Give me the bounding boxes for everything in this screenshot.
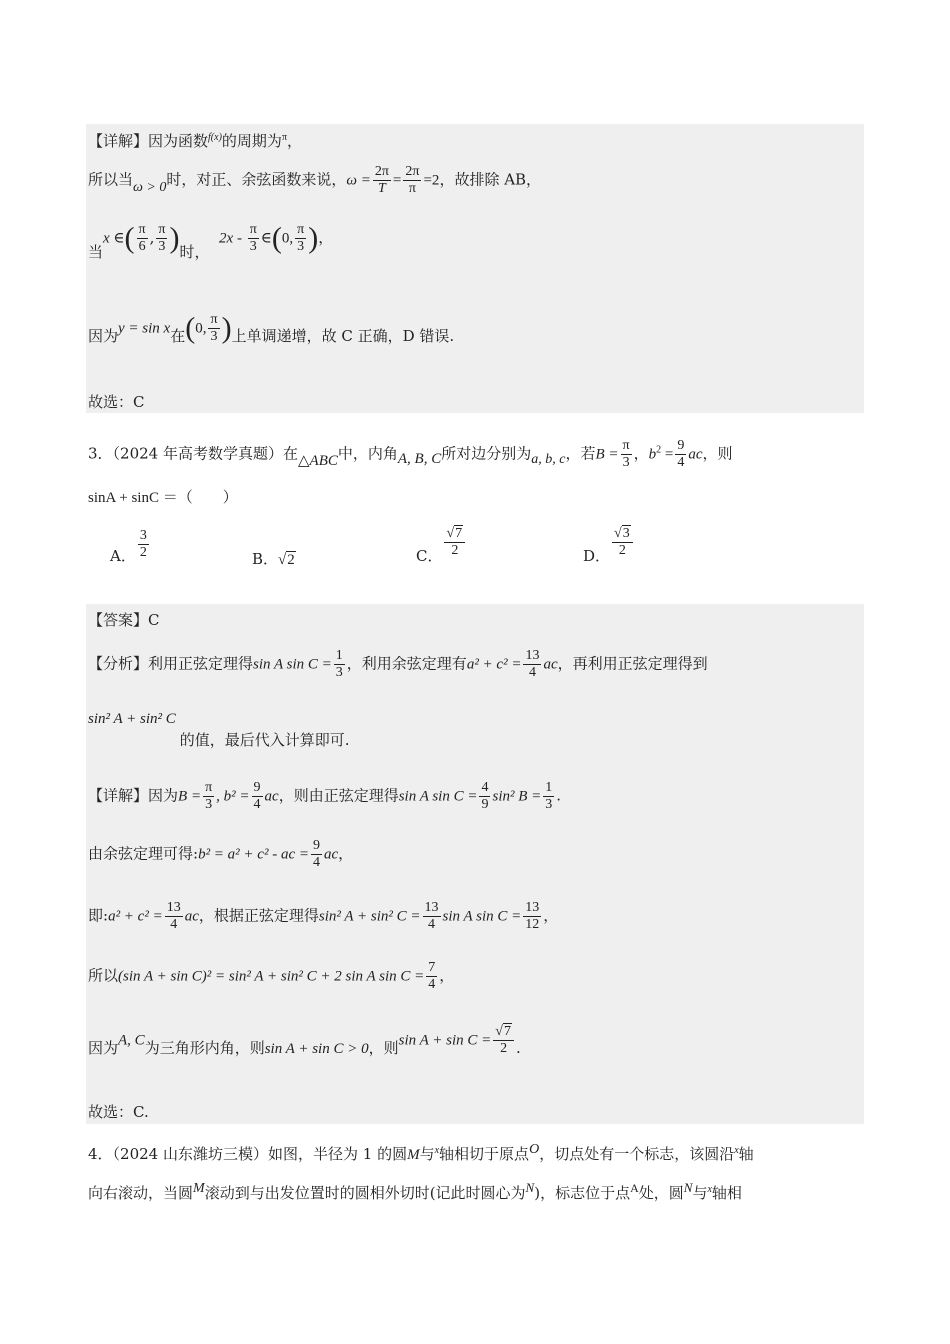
paren: ) <box>169 221 180 255</box>
math-a2c2: a² + c² = <box>108 908 163 925</box>
text: 因为 <box>148 786 179 805</box>
comma: , <box>149 228 155 247</box>
math-expr: 2x - <box>219 230 246 247</box>
math-positive: sin A + sin C > 0 <box>264 1040 369 1057</box>
fraction: $\frac{13}{4}$ <box>424 900 439 932</box>
text: ，则 <box>368 1038 399 1057</box>
math-O: O <box>529 1142 540 1157</box>
text: ，若 <box>565 444 596 463</box>
fraction: $\frac{√3}{2}$ <box>612 526 633 559</box>
text: )，标志位于点 <box>534 1184 631 1202</box>
detail-label: 【详解】 <box>88 786 149 805</box>
math-in: ∈ <box>260 230 272 247</box>
text: 与 <box>692 1184 708 1202</box>
text: ，则 <box>702 444 733 463</box>
text: 所以当 <box>88 170 134 189</box>
text: 轴相 <box>711 1184 742 1202</box>
text: 与 <box>419 1145 435 1163</box>
text: ，根据正弦定理得 <box>198 906 319 925</box>
text: . <box>556 786 562 805</box>
math-sqrt-value: 2 <box>287 552 295 568</box>
text: 轴 <box>738 1145 754 1163</box>
text: 在 <box>170 326 186 345</box>
text: 中，内角 <box>337 444 398 463</box>
text: 的值，最后代入计算即可. <box>179 731 350 749</box>
detail-line-1 <box>88 128 302 151</box>
math-zero: 0, <box>195 320 207 337</box>
option-b[interactable]: B．√2 <box>252 550 295 568</box>
fraction: $\frac{1}{3}$ <box>545 780 553 812</box>
paren: ) <box>308 221 319 255</box>
math-ac: ac <box>543 656 558 673</box>
math-ac: ac <box>264 788 279 805</box>
text: 所对边分别为 <box>441 444 532 463</box>
math-x-in: x ∈ <box>103 230 125 247</box>
analysis-line-2 <box>88 711 350 749</box>
math-sinAsinC: sin A sin C = <box>253 656 332 673</box>
math-angles: A, B, C <box>397 450 442 467</box>
math-ac: ac <box>184 908 199 925</box>
option-label: C． <box>416 546 443 565</box>
math-N: N <box>525 1180 535 1195</box>
fraction: $\frac{9}{4}$ <box>677 438 685 470</box>
text: ， <box>633 444 649 463</box>
text: 滚动到与出发位置时的圆相外切时(记此时圆心为 <box>204 1184 526 1202</box>
math-sides: a, b, c <box>531 451 566 467</box>
math-AC: A, C <box>118 1032 145 1049</box>
detail-3-line-5 <box>88 1024 521 1057</box>
math-omega-eq: ω = <box>346 172 371 189</box>
math-B-eq: B = <box>178 788 202 805</box>
detail-choice: 故选：C <box>88 393 145 411</box>
text: ， <box>439 966 455 985</box>
fraction: $\frac{√7}{2}$ <box>444 526 465 559</box>
fraction: $\frac{\pi}{3}$ <box>622 438 630 470</box>
fraction: $\frac{\pi}{3}$ <box>210 312 218 344</box>
math-b: b <box>648 446 657 463</box>
math-sup: 2 <box>656 444 662 456</box>
detail-line-3 <box>88 221 334 261</box>
text: ， <box>318 228 334 247</box>
math-N: N <box>683 1180 693 1195</box>
text: ， <box>338 844 354 863</box>
text: （2024 山东潍坊三模）如图，半径为 1 的圆 <box>112 1145 408 1163</box>
math-square-sum: (sin A + sin C)² = sin² A + sin² C + 2 sin A sin C = <box>118 968 425 985</box>
math-M: M <box>407 1147 420 1163</box>
fraction: $\frac{13}{4}$ <box>166 900 181 932</box>
text: 即: <box>88 906 109 925</box>
math-result: sin A + sin C = <box>398 1032 492 1049</box>
text: ，则由正弦定理得 <box>278 786 399 805</box>
fraction: $\frac{1}{3}$ <box>335 648 343 680</box>
math-B-eq: B = <box>595 446 619 463</box>
text: 所以 <box>88 966 119 985</box>
analysis-line-1 <box>88 648 708 681</box>
detail-3-line-3 <box>88 900 558 933</box>
fraction: $\frac{13}{4}$ <box>525 648 540 680</box>
math-y-sinx: y = sin x <box>118 320 171 337</box>
text: ， <box>543 906 559 925</box>
question-number: 3． <box>88 444 113 463</box>
text: 利用正弦定理得 <box>148 654 254 673</box>
question-3-line-2: sinA + sinC ＝（ ） <box>88 490 238 506</box>
fraction: $\frac{\pi}{6}$ <box>138 222 146 254</box>
text: ，故排除 AB， <box>439 170 542 189</box>
math-cosine-law: b² = a² + c² - ac = <box>198 846 309 863</box>
fraction: $\frac{7}{4}$ <box>428 960 436 992</box>
text: （2024 年高考数学真题）在 <box>112 444 298 463</box>
paren: ) <box>221 311 232 345</box>
option-a[interactable] <box>110 528 151 565</box>
fraction: $\frac{\pi}{3}$ <box>297 222 305 254</box>
question-3-line-1 <box>88 438 733 471</box>
text: 由余弦定理可得: <box>88 844 199 863</box>
math-b2-eq: , b² = <box>216 788 250 805</box>
math-ac: ac <box>688 446 703 463</box>
fraction: $\frac{13}{12}$ <box>525 900 540 932</box>
math-omega: ω > 0 <box>133 179 167 195</box>
detail-3-line-2 <box>88 838 353 871</box>
text: 的周期为 <box>221 132 282 150</box>
text: ，再利用正弦定理得到 <box>557 654 708 673</box>
paren: ( <box>185 311 196 345</box>
text: 处，圆 <box>638 1184 684 1202</box>
text: 当 <box>88 242 104 261</box>
detail-3-line-1 <box>88 780 561 813</box>
fraction: $\frac{3}{2}$ <box>139 528 147 560</box>
math-sinAsinC: sin A sin C = <box>398 788 478 805</box>
detail-3-line-4 <box>88 960 454 993</box>
math-sinAsinC: sin A sin C = <box>442 908 522 925</box>
question-4-line-2 <box>88 1178 742 1203</box>
math-sin2-sum: sin² A + sin² C = <box>318 908 421 925</box>
math-sin2-sum: sin² A + sin² C <box>88 711 176 727</box>
fraction: $\frac{\pi}{3}$ <box>249 222 257 254</box>
text: 因为 <box>88 1038 119 1057</box>
math-sin2B: sin² B = <box>492 788 542 805</box>
fraction: $\frac{\pi}{3}$ <box>158 222 166 254</box>
math-ac: ac <box>323 846 339 863</box>
fraction: $\frac{9}{4}$ <box>312 838 320 870</box>
math-x: x <box>707 1184 712 1195</box>
analysis-label: 【分析】 <box>88 654 149 673</box>
math-triangle: △ABC <box>298 452 338 469</box>
text: 因为 <box>88 326 119 345</box>
math-a2c2: a² + c² = <box>466 656 522 673</box>
detail-line-2 <box>88 164 541 197</box>
fraction: $\frac{9}{4}$ <box>253 780 261 812</box>
paren: ( <box>124 221 135 255</box>
detail-3-choice: 故选：C. <box>88 1103 149 1121</box>
text: ，利用余弦定理有 <box>346 654 467 673</box>
math-eq: =2 <box>423 172 440 189</box>
fraction: $\frac{2\pi}{\pi}$ <box>405 164 420 196</box>
option-c[interactable] <box>416 526 467 565</box>
text: 因为函数 <box>148 132 209 150</box>
answer-line: 【答案】C <box>88 611 160 629</box>
math-zero: 0, <box>281 230 294 247</box>
text: 轴相切于原点 <box>439 1145 530 1163</box>
text: ， <box>287 132 303 150</box>
fraction: $\frac{2\pi}{T}$ <box>374 164 389 196</box>
math-pi: π <box>281 132 287 143</box>
option-d[interactable] <box>583 526 635 565</box>
fraction: $\frac{√7}{2}$ <box>493 1024 514 1057</box>
text: 时，对正、余弦函数来说， <box>166 170 347 189</box>
math-x: x <box>734 1145 739 1156</box>
text: 向右滚动，当圆 <box>88 1184 194 1202</box>
math-eq: = <box>661 446 674 463</box>
option-label: A． <box>110 546 136 565</box>
question-4-line-1 <box>88 1140 754 1165</box>
text: . <box>515 1038 521 1057</box>
math-fx: f(x) <box>208 132 222 143</box>
math-M: M <box>193 1181 205 1196</box>
math-x: x <box>434 1145 440 1156</box>
text: ，切点处有一个标志，该圆沿 <box>539 1145 735 1163</box>
math-A: A <box>630 1181 639 1195</box>
paren: ( <box>271 221 282 255</box>
text: 时， <box>179 242 210 261</box>
math-eq: = <box>392 172 402 189</box>
detail-line-4 <box>88 312 454 345</box>
option-label: D． <box>583 546 611 565</box>
text: 为三角形内角，则 <box>144 1038 265 1057</box>
question-number: 4． <box>88 1145 113 1163</box>
detail-label: 【详解】 <box>88 132 149 150</box>
fraction: $\frac{\pi}{3}$ <box>205 780 213 812</box>
fraction: $\frac{4}{9}$ <box>481 780 489 812</box>
text: 上单调递增，故 C 正确，D 错误. <box>231 326 455 345</box>
option-label: B． <box>252 550 279 568</box>
